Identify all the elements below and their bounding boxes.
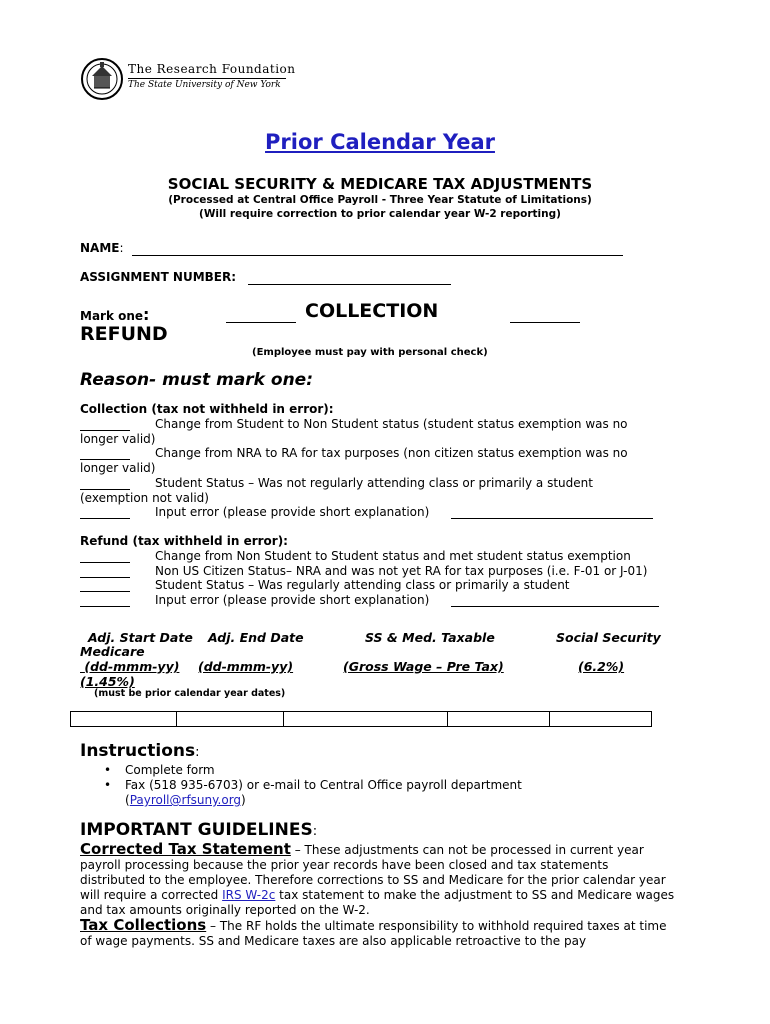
collection-reason-4-blank[interactable]	[80, 518, 130, 519]
refund-reason-2: Non US Citizen Status– NRA and was not yet RA for tax purposes (i.e. F-01 or J-01)	[155, 564, 648, 578]
refund-reason-3: Student Status – Was regularly attending class or primarily a student	[155, 578, 570, 592]
instruction-fax-email: Fax (518 935-6703) or e-mail to Central Office payroll department	[125, 778, 522, 792]
personal-check-note: (Employee must pay with personal check)	[252, 347, 488, 358]
collection-reason-4: Input error (please provide short explanation)	[155, 505, 430, 519]
collection-reason-2-cont: longer valid)	[80, 461, 156, 475]
assignment-number-field[interactable]	[248, 284, 451, 285]
processing-note: (Processed at Central Office Payroll - Three Year Statute of Limitations)	[168, 194, 592, 206]
refund-explanation-field[interactable]	[451, 606, 659, 607]
date-note: (must be prior calendar year dates)	[94, 688, 286, 699]
refund-checkbox[interactable]	[510, 322, 580, 323]
reason-heading: Reason- must mark one:	[80, 370, 314, 390]
start-date-cell[interactable]	[71, 712, 177, 726]
tax-collections-paragraph: Tax Collections – The RF holds the ultimate responsibility to withhold required taxes at time of wage payments. SS and Medicare taxes are also applicable retroactive to the pay	[80, 916, 667, 948]
refund-reason-1: Change from Non Student to Student status and met student status exemption	[155, 549, 631, 563]
refund-reason-4: Input error (please provide short explanation)	[155, 593, 430, 607]
col-taxable-format: (Gross Wage – Pre Tax)	[343, 659, 504, 674]
payroll-email-link[interactable]: Payroll@rfsuny.org	[129, 793, 242, 807]
assignment-number-label: ASSIGNMENT NUMBER:	[80, 270, 237, 284]
collection-reason-1-cont: longer valid)	[80, 432, 156, 446]
collection-reason-1: Change from Student to Non Student status (student status exemption was no	[155, 417, 628, 431]
medicare-cell[interactable]	[550, 712, 651, 726]
logo-org-name: The Research Foundation	[128, 62, 296, 76]
refund-reason-3-blank[interactable]	[80, 591, 130, 592]
collection-option-label: COLLECTION	[305, 300, 439, 322]
col-start-date-header: Adj. Start Date	[88, 630, 193, 645]
social-security-cell[interactable]	[448, 712, 550, 726]
instructions-bullet-2: •	[104, 778, 112, 792]
instructions-heading: Instructions:	[80, 741, 200, 761]
col-start-date-format: (dd-mmm-yy)	[84, 659, 180, 674]
col-end-date-header: Adj. End Date	[208, 630, 304, 645]
adjustment-table-row	[70, 711, 652, 727]
end-date-cell[interactable]	[177, 712, 284, 726]
collection-reason-3-cont: (exemption not valid)	[80, 491, 209, 505]
refund-reason-1-blank[interactable]	[80, 562, 130, 563]
instructions-bullet-1: •	[104, 763, 112, 777]
irs-w2c-link[interactable]: IRS W-2c	[222, 888, 276, 902]
logo-org-subtitle: The State University of New York	[128, 80, 281, 90]
collection-explanation-field[interactable]	[451, 518, 653, 519]
refund-option-label: REFUND	[80, 323, 168, 345]
instruction-complete-form: Complete form	[125, 763, 215, 777]
tax-collections-title: Tax Collections	[80, 916, 207, 934]
col-end-date-format: (dd-mmm-yy)	[198, 659, 294, 674]
collection-reason-3: Student Status – Was not regularly attending class or primarily a student	[155, 476, 593, 490]
corrected-tax-statement-paragraph: Corrected Tax Statement – These adjustments can not be processed in current year payroll processing because the prior year records have been closed and tax statements distributed to the employee. Therefore corrections to SS and Medicare for the prior calendar year will require a corrected IRS W-2c tax statement to make the adjustment to SS and Medicare wages and tax amounts originally reported on the W-2.	[80, 840, 675, 917]
collection-checkbox[interactable]	[226, 322, 296, 323]
page-title: Prior Calendar Year	[265, 130, 495, 154]
mark-one-label: Mark one:	[80, 305, 150, 324]
col-social-security-rate: (6.2%)	[578, 659, 625, 674]
name-label: NAME:	[80, 241, 124, 255]
corrected-tax-statement-title: Corrected Tax Statement	[80, 840, 291, 858]
col-medicare-header: Medicare	[80, 644, 145, 659]
col-medicare-rate: (1.45%)	[80, 674, 135, 689]
taxable-cell[interactable]	[284, 712, 448, 726]
collection-reason-2-blank[interactable]	[80, 459, 130, 460]
collection-reasons-heading: Collection (tax not withheld in error):	[80, 402, 334, 416]
w2-note: (Will require correction to prior calendar year W-2 reporting)	[199, 208, 561, 220]
col-social-security-header: Social Security	[556, 630, 661, 645]
col-taxable-header: SS & Med. Taxable	[365, 630, 495, 645]
refund-reasons-heading: Refund (tax withheld in error):	[80, 534, 288, 548]
payroll-email-line: (Payroll@rfsuny.org)	[125, 793, 246, 807]
refund-reason-2-blank[interactable]	[80, 577, 130, 578]
organization-logo	[80, 56, 296, 102]
name-field[interactable]	[132, 255, 623, 256]
refund-reason-4-blank[interactable]	[80, 606, 130, 607]
collection-reason-3-blank[interactable]	[80, 489, 130, 490]
seal-icon	[80, 56, 124, 102]
collection-reason-2: Change from NRA to RA for tax purposes (non citizen status exemption was no	[155, 446, 628, 460]
form-subtitle: SOCIAL SECURITY & MEDICARE TAX ADJUSTMENTS	[167, 175, 593, 193]
guidelines-heading: IMPORTANT GUIDELINES:	[80, 820, 318, 840]
collection-reason-1-blank[interactable]	[80, 430, 130, 431]
